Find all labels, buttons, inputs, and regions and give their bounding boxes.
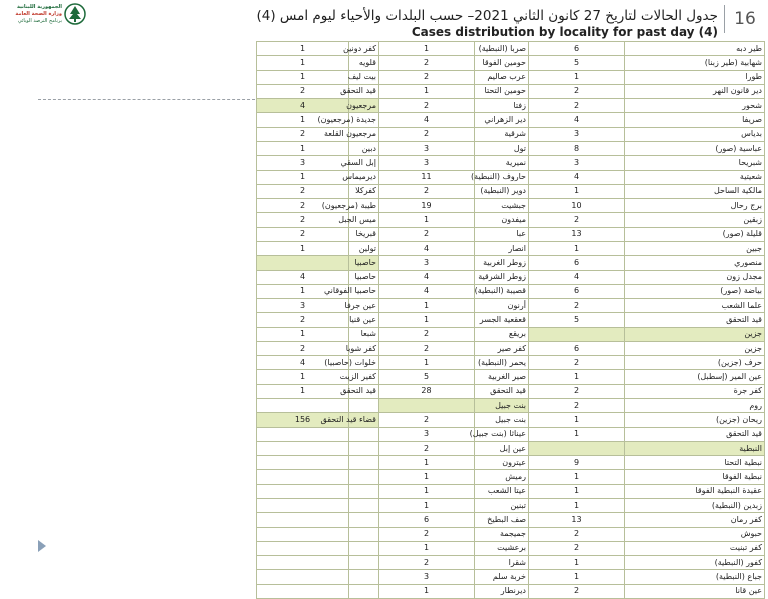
locality-name (349, 570, 379, 584)
locality-name: النبطية (625, 441, 765, 455)
table-row (257, 584, 765, 598)
locality-name: كفر شوبا (349, 341, 379, 355)
locality-name: انصار (475, 241, 529, 255)
case-count: 2 (379, 70, 475, 84)
case-count: 2 (257, 127, 349, 141)
case-count: 2 (529, 584, 625, 598)
case-count: 2 (257, 313, 349, 327)
table-row (257, 499, 765, 513)
case-count: 1 (379, 541, 475, 555)
case-count (257, 584, 349, 598)
locality-name: طير دبه (625, 42, 765, 56)
locality-name: دير الزهراني (475, 113, 529, 127)
locality-name: رميش (475, 470, 529, 484)
locality-name: قليلة (صور) (625, 227, 765, 241)
locality-name (349, 584, 379, 598)
locality-name: زبقين (625, 213, 765, 227)
case-count: 4 (257, 356, 349, 370)
locality-name: كفر رمان (625, 513, 765, 527)
cases-table-container (256, 41, 764, 599)
locality-name: منصوري (625, 256, 765, 270)
locality-name: جميجمة (475, 527, 529, 541)
locality-name: ديرميماس (349, 170, 379, 184)
case-count: 1 (379, 484, 475, 498)
locality-name: قيد التحقق (475, 384, 529, 398)
locality-name: مجدل زون (625, 270, 765, 284)
locality-name: ميس الجبل (349, 213, 379, 227)
case-count: 2 (379, 341, 475, 355)
case-count: 1 (257, 384, 349, 398)
case-count: 6 (529, 42, 625, 56)
case-count: 2 (529, 541, 625, 555)
case-count: 1 (257, 42, 349, 56)
locality-name (349, 427, 379, 441)
locality-name: شحور (625, 99, 765, 113)
case-count: 2 (257, 341, 349, 355)
locality-name (349, 470, 379, 484)
locality-name: قلويه (349, 56, 379, 70)
locality-name: عبا (475, 227, 529, 241)
case-count: 4 (529, 270, 625, 284)
table-row (257, 556, 765, 570)
case-count (257, 541, 349, 555)
case-count: 3 (379, 570, 475, 584)
case-count: 2 (257, 213, 349, 227)
case-count: 1 (257, 327, 349, 341)
table-row (257, 56, 765, 70)
locality-name: صف البطيخ (475, 513, 529, 527)
locality-name: قيد التحقق (625, 313, 765, 327)
locality-name (349, 541, 379, 555)
locality-name: قضاء قيد التحقق (349, 413, 379, 427)
locality-name: حاصبيا (349, 270, 379, 284)
locality-name: عرب صاليم (475, 70, 529, 84)
locality-name: طيبة (مرجعيون) (349, 199, 379, 213)
locality-name: روم (625, 399, 765, 413)
case-count: 1 (257, 56, 349, 70)
case-count (257, 527, 349, 541)
locality-name: عيترون (475, 456, 529, 470)
case-count: 1 (379, 470, 475, 484)
locality-name: دير قانون النهر (625, 84, 765, 98)
locality-name: قيد التحقق (349, 84, 379, 98)
case-count: 1 (379, 456, 475, 470)
table-row (257, 513, 765, 527)
case-count: 2 (379, 184, 475, 198)
case-count (257, 256, 349, 270)
locality-name: صربا (النبطية) (475, 42, 529, 56)
case-count: 1 (379, 213, 475, 227)
case-count: 2 (529, 84, 625, 98)
locality-name: حرف (جزين) (625, 356, 765, 370)
locality-name: عباسية (صور) (625, 141, 765, 155)
table-row (257, 199, 765, 213)
case-count: 2 (529, 399, 625, 413)
case-count: 1 (379, 84, 475, 98)
case-count (529, 441, 625, 455)
locality-name: كفير الزيت (349, 370, 379, 384)
table-row (257, 170, 765, 184)
case-count: 1 (257, 370, 349, 384)
case-count: 2 (379, 527, 475, 541)
case-count (257, 484, 349, 498)
locality-name: شرقية (475, 127, 529, 141)
table-row (257, 256, 765, 270)
case-count: 3 (379, 141, 475, 155)
case-count: 2 (257, 184, 349, 198)
locality-name: قعقعية الجسر (475, 313, 529, 327)
locality-name: زفتا (475, 99, 529, 113)
case-count: 4 (257, 99, 349, 113)
locality-name: شعيتية (625, 170, 765, 184)
case-count: 4 (257, 270, 349, 284)
case-count: 4 (379, 113, 475, 127)
locality-name: حاروف (النبطية) (475, 170, 529, 184)
case-count: 1 (379, 499, 475, 513)
table-row (257, 484, 765, 498)
case-count: 2 (379, 556, 475, 570)
case-count (257, 556, 349, 570)
case-count: 13 (529, 227, 625, 241)
locality-name: عين المير (إسطبل) (625, 370, 765, 384)
locality-name: حاصبيا (349, 256, 379, 270)
case-count: 2 (529, 384, 625, 398)
locality-name: عين إبل (475, 441, 529, 455)
case-count: 6 (529, 284, 625, 298)
table-row (257, 427, 765, 441)
locality-name: شهابية (طير زبنا) (625, 56, 765, 70)
case-count: 2 (379, 227, 475, 241)
table-row (257, 99, 765, 113)
locality-name: بياضة (صور) (625, 284, 765, 298)
table-row (257, 570, 765, 584)
locality-name: حومين التحتا (475, 84, 529, 98)
locality-name: تبنين (475, 499, 529, 513)
table-row (257, 341, 765, 355)
case-count (257, 399, 349, 413)
case-count: 2 (529, 99, 625, 113)
case-count: 1 (529, 370, 625, 384)
case-count: 2 (379, 441, 475, 455)
table-row (257, 156, 765, 170)
table-row (257, 184, 765, 198)
case-count: 1 (257, 284, 349, 298)
table-row (257, 113, 765, 127)
locality-name: دوير (النبطية) (475, 184, 529, 198)
case-count: 5 (529, 56, 625, 70)
case-count: 2 (529, 213, 625, 227)
locality-name: صريفا (625, 113, 765, 127)
case-count: 1 (379, 584, 475, 598)
case-count: 1 (529, 427, 625, 441)
locality-name: حاصبيا الفوقاني (349, 284, 379, 298)
case-count: 1 (379, 356, 475, 370)
locality-name: صير الغربية (475, 370, 529, 384)
table-row (257, 399, 765, 413)
locality-name: حومين الفوقا (475, 56, 529, 70)
case-count: 6 (529, 341, 625, 355)
table-row (257, 441, 765, 455)
locality-name: مرجعيون (349, 99, 379, 113)
case-count (257, 441, 349, 455)
case-count: 11 (379, 170, 475, 184)
case-count: 13 (529, 513, 625, 527)
case-count: 2 (379, 327, 475, 341)
page-title-english: Cases distribution by locality for past day (4) (411, 25, 718, 39)
case-count: 1 (529, 556, 625, 570)
table-row (257, 84, 765, 98)
locality-name: قيد التحقق (349, 384, 379, 398)
locality-name: كفركلا (349, 184, 379, 198)
locality-name: جديدة (مرجعيون) (349, 113, 379, 127)
case-count (257, 499, 349, 513)
case-count (529, 327, 625, 341)
locality-name: مالكية الساحل (625, 184, 765, 198)
table-row (257, 127, 765, 141)
table-row (257, 541, 765, 555)
locality-name: جبين (625, 241, 765, 255)
case-count: 3 (257, 299, 349, 313)
case-count (257, 570, 349, 584)
locality-name: بريقع (475, 327, 529, 341)
case-count: 1 (529, 484, 625, 498)
locality-name: شبعا (349, 327, 379, 341)
locality-name: طورا (625, 70, 765, 84)
slide-guide-line (38, 99, 260, 100)
case-count: 1 (529, 570, 625, 584)
locality-name: قيد التحقق (625, 427, 765, 441)
locality-name (349, 484, 379, 498)
case-count: 1 (257, 241, 349, 255)
case-count: 2 (529, 356, 625, 370)
case-count: 3 (379, 156, 475, 170)
logo-line-3: برنامج الترصد الوبائي (17, 18, 62, 24)
locality-name: علما الشعب (625, 299, 765, 313)
table-row (257, 70, 765, 84)
locality-name: جزين (625, 327, 765, 341)
locality-name: أرنون (475, 299, 529, 313)
case-count: 4 (379, 270, 475, 284)
case-count: 156 (257, 413, 349, 427)
cases-table (256, 41, 765, 599)
locality-name: عين قنيا (349, 313, 379, 327)
locality-name: ديرنطار (475, 584, 529, 598)
table-row (257, 141, 765, 155)
table-row (257, 227, 765, 241)
locality-name: دبين (349, 141, 379, 155)
locality-name: يحمر (النبطية) (475, 356, 529, 370)
case-count: 1 (379, 42, 475, 56)
locality-name: عين جرفا (349, 299, 379, 313)
table-row (257, 370, 765, 384)
table-row (257, 270, 765, 284)
locality-name: كفر صير (475, 341, 529, 355)
table-row (257, 470, 765, 484)
locality-name: قصيبة (النبطية) (475, 284, 529, 298)
locality-name: برج رحال (625, 199, 765, 213)
table-row (257, 299, 765, 313)
logo-line-2: وزارة الصحة العامة (15, 11, 62, 17)
locality-name: بيت ليف (349, 70, 379, 84)
locality-name: برعشيت (475, 541, 529, 555)
logo-line-1: الجمهورية اللبنانية (16, 4, 62, 10)
locality-name: تولين (349, 241, 379, 255)
case-count: 1 (257, 170, 349, 184)
table-row (257, 284, 765, 298)
locality-name: بدياس (625, 127, 765, 141)
case-count: 1 (529, 470, 625, 484)
table-row (257, 213, 765, 227)
case-count (257, 427, 349, 441)
case-count: 4 (379, 284, 475, 298)
locality-name: بنت جبيل (475, 399, 529, 413)
case-count: 4 (529, 113, 625, 127)
locality-name (349, 441, 379, 455)
locality-name: كفر جرة (625, 384, 765, 398)
locality-name: جباع (النبطية) (625, 570, 765, 584)
locality-name (349, 456, 379, 470)
table-row (257, 241, 765, 255)
case-count: 4 (379, 241, 475, 255)
table-row (257, 384, 765, 398)
locality-name: عين قانا (625, 584, 765, 598)
locality-name (349, 499, 379, 513)
locality-name (349, 527, 379, 541)
case-count: 2 (529, 527, 625, 541)
case-count: 4 (529, 170, 625, 184)
locality-name: خربة سلم (475, 570, 529, 584)
locality-name: كفر تبنيت (625, 541, 765, 555)
case-count: 2 (257, 84, 349, 98)
locality-name: تول (475, 141, 529, 155)
locality-name: شقرا (475, 556, 529, 570)
locality-name: جبشيت (475, 199, 529, 213)
locality-name: ميفدون (475, 213, 529, 227)
locality-name: بنت جبيل (475, 413, 529, 427)
locality-name: مرجعيون القلعة (349, 127, 379, 141)
case-count: 3 (379, 256, 475, 270)
slide-nav-arrow-icon[interactable] (38, 540, 46, 552)
locality-name: نبطية الفوقا (625, 470, 765, 484)
case-count: 5 (529, 313, 625, 327)
case-count: 2 (379, 56, 475, 70)
case-count: 19 (379, 199, 475, 213)
locality-name: حبوش (625, 527, 765, 541)
case-count (379, 399, 475, 413)
case-count: 2 (257, 227, 349, 241)
locality-name: نميرية (475, 156, 529, 170)
case-count: 10 (529, 199, 625, 213)
locality-name: عيتا الشعب (475, 484, 529, 498)
locality-name: كفر دونين (349, 42, 379, 56)
case-count: 8 (529, 141, 625, 155)
case-count: 3 (379, 427, 475, 441)
locality-name: شبريحا (625, 156, 765, 170)
case-count: 2 (257, 199, 349, 213)
case-count: 3 (529, 127, 625, 141)
case-count: 1 (257, 113, 349, 127)
case-count: 6 (379, 513, 475, 527)
case-count: 1 (529, 241, 625, 255)
case-count: 1 (529, 499, 625, 513)
locality-name: كفور (النبطية) (625, 556, 765, 570)
locality-name: قبريخا (349, 227, 379, 241)
locality-name: جزين (625, 341, 765, 355)
locality-name: نبطية التحتا (625, 456, 765, 470)
case-count: 2 (379, 99, 475, 113)
case-count: 3 (529, 156, 625, 170)
locality-name: زوطر الغربية (475, 256, 529, 270)
case-count: 2 (379, 413, 475, 427)
case-count: 3 (257, 156, 349, 170)
cases-table-body (257, 42, 765, 599)
case-count: 28 (379, 384, 475, 398)
locality-name: زبدين (النبطية) (625, 499, 765, 513)
locality-name (349, 399, 379, 413)
table-row (257, 313, 765, 327)
case-count (257, 470, 349, 484)
case-count: 2 (379, 127, 475, 141)
locality-name: عيناثا (بنت جبيل) (475, 427, 529, 441)
case-count (257, 456, 349, 470)
locality-name: إبل السقي (349, 156, 379, 170)
locality-name: زوطر الشرقية (475, 270, 529, 284)
table-row (257, 527, 765, 541)
case-count: 2 (529, 299, 625, 313)
case-count: 1 (257, 70, 349, 84)
case-count: 1 (529, 70, 625, 84)
page-number: 16 (724, 5, 765, 33)
case-count: 5 (379, 370, 475, 384)
locality-name (349, 513, 379, 527)
case-count: 6 (529, 256, 625, 270)
case-count: 1 (379, 299, 475, 313)
table-row (257, 413, 765, 427)
case-count: 9 (529, 456, 625, 470)
locality-name: عقيدة النبطية الفوقا (625, 484, 765, 498)
locality-name: ريحان (جزين) (625, 413, 765, 427)
table-row (257, 42, 765, 56)
case-count: 1 (257, 141, 349, 155)
page-title-arabic: جدول الحالات لتاريخ 27 كانون الثاني 2021– حسب البلدات والأحياء ليوم امس (4) (256, 8, 718, 24)
case-count: 1 (529, 413, 625, 427)
table-row (257, 356, 765, 370)
locality-name (349, 556, 379, 570)
case-count: 1 (529, 184, 625, 198)
locality-name: خلوات (حاصبيا) (349, 356, 379, 370)
table-row (257, 327, 765, 341)
case-count: 1 (379, 313, 475, 327)
case-count (257, 513, 349, 527)
table-row (257, 456, 765, 470)
